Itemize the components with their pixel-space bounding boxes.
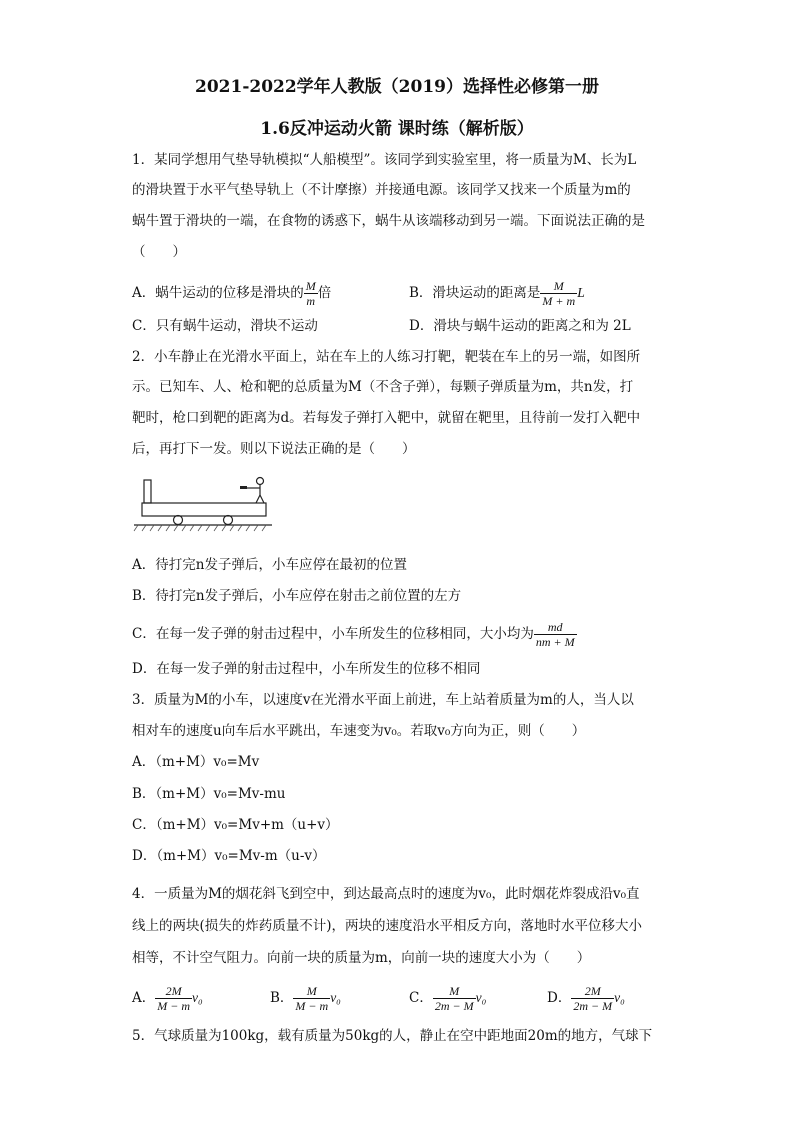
q2-option-a[interactable]: A．待打完n发子弹后，小车应停在最初的位置	[132, 557, 407, 573]
q1-option-a-fraction: $\frac{M}{m}$	[305, 279, 316, 308]
q4-option-b[interactable]: B． $\frac{M}{M - m}$ v₀	[270, 984, 341, 1013]
q1-option-a[interactable]: A．蜗牛运动的位移是滑块的 $\frac{M}{m}$ 倍	[132, 279, 332, 308]
q2-line3: 靶时，枪口到靶的距离为d。若每发子弹打入靶中，就留在靶里，且待前一发打入靶中	[132, 410, 641, 426]
q1-line3: 蜗牛置于滑块的一端，在食物的诱惑下，蜗牛从该端移动到另一端。下面说法正确的是	[132, 213, 645, 229]
q4-line3: 相等，不计空气阻力。向前一块的质量为m，向前一块的速度大小为（ ）	[132, 950, 591, 966]
q4-option-a-fraction: $\frac{2M}{M - m}$	[157, 984, 191, 1013]
q2-line4: 后，再打下一发。则以下说法正确的是（ ）	[132, 441, 416, 457]
gun-icon	[240, 486, 247, 489]
cart-body	[142, 503, 266, 516]
q2-line1: 2．小车静止在光滑水平面上，站在车上的人练习打靶，靶装在车上的另一端，如图所	[132, 349, 641, 365]
q2-option-c-fraction: $\frac{md}{nm + M}$	[535, 620, 575, 649]
doc-title-line2: 1.6反冲运动火箭 课时练（解析版）	[260, 119, 534, 139]
q3-option-b[interactable]: B．（m+M）v₀=Mv-mu	[132, 786, 286, 802]
q1-line4: （ ）	[132, 244, 186, 260]
q1-option-b-fraction: $\frac{M}{M + m}$	[542, 279, 576, 308]
q2-option-c-text: C．在每一发子弹的射击过程中，小车所发生的位移相同，大小均为	[132, 626, 534, 642]
q3-option-d[interactable]: D．（m+M）v₀=Mv-m（u-v）	[132, 848, 326, 864]
target-icon	[144, 480, 151, 503]
shooter-icon	[245, 478, 264, 504]
q2-option-d[interactable]: D．在每一发子弹的射击过程中，小车所发生的位移不相同	[132, 661, 481, 677]
q4-option-d[interactable]: D． $\frac{2M}{2m - M}$ v₀	[547, 984, 625, 1013]
q1-option-d[interactable]: D．滑块与蜗牛运动的距离之和为 2L	[409, 318, 631, 334]
q1-option-c[interactable]: C．只有蜗牛运动，滑块不运动	[132, 318, 318, 334]
q5-line1: 5．气球质量为100kg，载有质量为50kg的人，静止在空中距地面20m的地方，气球下	[132, 1028, 653, 1044]
q2-option-c[interactable]	[132, 620, 577, 649]
q1-line2: 的滑块置于水平气垫导轨上（不计摩擦）并接通电源。该同学又找来一个质量为m的	[132, 182, 631, 198]
q2-line2: 示。已知车、人、枪和靶的总质量为M（不含子弹），每颗子弹质量为m，共n发，打	[132, 379, 634, 395]
wheel-icon	[174, 516, 183, 525]
q3-option-c[interactable]: C．（m+M）v₀=Mv+m（u+v）	[132, 817, 339, 833]
doc-title-line1: 2021-2022学年人教版（2019）选择性必修第一册	[195, 77, 599, 97]
q1-option-b[interactable]: B．滑块运动的距离是 $\frac{M}{M + m}$ L	[409, 279, 585, 308]
cart-target-figure	[132, 476, 272, 534]
q4-line1: 4．一质量为M的烟花斜飞到空中，到达最高点时的速度为v₀，此时烟花炸裂成沿v₀直	[132, 886, 640, 902]
q4-option-d-fraction: $\frac{2M}{2m - M}$	[573, 984, 613, 1013]
q1-option-b-text: B．滑块运动的距离是	[409, 285, 541, 301]
q2-option-b[interactable]: B．待打完n发子弹后，小车应停在射击之前位置的左方	[132, 588, 462, 604]
q3-line2: 相对车的速度u向车后水平跳出，车速变为v₀。若取v₀方向为正，则（ ）	[132, 723, 586, 739]
ground-hatch	[134, 525, 266, 531]
q3-line1: 3．质量为M的小车，以速度v在光滑水平面上前进，车上站着质量为m的人，当人以	[132, 692, 634, 708]
q4-line2: 线上的两块(损失的炸药质量不计)，两块的速度沿水平相反方向，落地时水平位移大小	[132, 918, 643, 934]
q4-option-c[interactable]: C． $\frac{M}{2m - M}$ v₀	[409, 984, 487, 1013]
q4-option-a[interactable]: A． $\frac{2M}{M - m}$ v₀	[132, 984, 203, 1013]
q4-option-b-fraction: $\frac{M}{M - m}$	[295, 984, 329, 1013]
q1-option-a-text: A．蜗牛运动的位移是滑块的	[132, 285, 304, 301]
q4-option-c-fraction: $\frac{M}{2m - M}$	[434, 984, 474, 1013]
q3-option-a[interactable]: A．（m+M）v₀=Mv	[132, 754, 260, 770]
wheel-icon	[224, 516, 233, 525]
q1-line1: 1．某同学想用气垫导轨模拟“人船模型”。该同学到实验室里，将一质量为M、长为L	[132, 152, 637, 168]
